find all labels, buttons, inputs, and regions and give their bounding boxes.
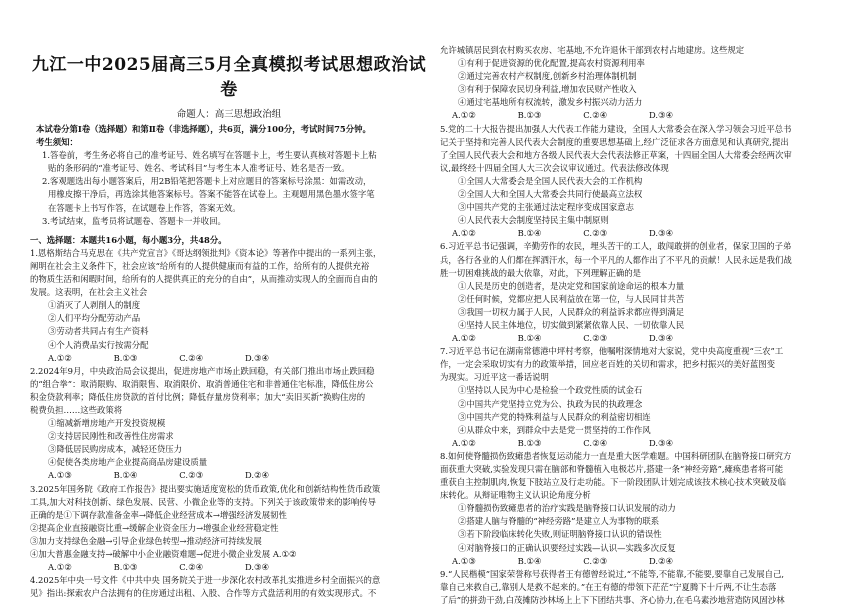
question-body-left <box>30 234 428 601</box>
question-line: ①人民是历史的创造者，是决定党和国家前途命运的根本力量 <box>458 280 685 291</box>
question-line: ④促使各类房地产企业提高商品房建设质量 <box>48 457 208 468</box>
question-line: ①有利于促进资源的优化配置,提高农村资源利用率 <box>458 58 645 69</box>
left-column <box>30 0 428 607</box>
question-line: 床转化。从辩证唯物主义认识论角度分析 <box>440 490 591 501</box>
question-line: ①缩减新增房地产开发投资规模 <box>48 418 166 429</box>
notice-line: 用橡皮擦干净后，再选涂其他答案标号。答案不能答在试卷上。主观题用黑色墨水签字笔 <box>48 189 375 200</box>
question-line: 允许城镇居民到农村购买农房、宅基地,不允许退休干部到农村占地建房。这些规定 <box>440 45 745 55</box>
question-line: A.①② B.①③ C.②④ D.③④ <box>452 437 674 448</box>
question-line: 见》指出:探索农户合法拥有的住房通过出租、入股、合作等方式盘活利用的有效实现形式。不 <box>30 588 377 599</box>
question-line: 3.2025年国务院《政府工作报告》提出要实施适度宽松的货币政策,优化和创新结构性货币政策 <box>30 483 381 494</box>
question-line: ②支持居民刚性和改善性住房需求 <box>48 431 174 442</box>
question-line: ①全国人大常委会是全国人民代表大会的工作机构 <box>458 175 643 186</box>
question-line: 1.恩格斯结合马克思在《共产党宣言》《哥达纲领批判》《资本论》等著作中提出的一系列主张， <box>30 247 382 258</box>
question-line: 了全国人民代表大会和地方各级人民代表大会代表法修正草案，十四届全国人大常委会经两次审 <box>440 149 792 160</box>
question-line: 重获自主控制肌肉,恢复下肢站立及行走功能。下一阶段团队计划完成该技术核心技术突破及临 <box>440 477 787 488</box>
question-line: ②通过完善农村产权制度,创新乡村治理体制机制 <box>458 71 637 82</box>
question-line: 的物质生活和闲暇时间，给所有的人提供真正的充分的自由”，从而推动实现人的全面而自由的 <box>30 274 378 285</box>
question-line: ③有利于保障农民切身利益,增加农民财产性收入 <box>458 84 637 95</box>
question-line: A.①② B.①④ C.②③ D.③④ <box>452 333 674 344</box>
question-line: ①脊髓损伤致瘫患者的治疗实践是脑脊接口认识发展的动力 <box>458 503 676 514</box>
question-line: ③中国共产党的特殊利益与人民群众的利益密切相连 <box>458 411 651 422</box>
question-line: 记关于坚持和完善人民代表大会制度的重要思想基础上,经广泛征求各方面意见和认真研究,提出 <box>440 136 789 147</box>
question-line: 2.2024年9月，中央政治局会议提出，促进房地产市场止跌回稳，有关部门推出市场止跌回稳 <box>30 365 375 376</box>
question-line: ③加力支持绿色金融→引导企业绿色转型→推动经济可持续发展 <box>30 535 262 546</box>
question-line: A.①② B.①③ C.②④ D.③④ <box>48 562 270 573</box>
question-line: ④对脑脊接口的正确认识要经过实践—认识—实践多次反复 <box>458 542 676 553</box>
question-line: 税费负担……这些政策将 <box>30 404 123 415</box>
question-line: 作，一定会采取切实有力的政策举措，回应老百姓的关切和需求，把乡村振兴的美好蓝图变 <box>440 359 775 370</box>
question-line: ④加大普惠金融支持→破解中小企业融资难题→促进小微企业发展 A.①② <box>30 549 297 559</box>
question-line: 8.如何使脊髓损伤致瘫患者恢复运动能力一直是重大医学难题。中国科研团队在脑脊接口研究方 <box>440 450 792 461</box>
question-line: ④从群众中来，到群众中去是党一贯坚持的工作作风 <box>458 424 651 435</box>
question-line: ③我国一切权力属于人民，人民群众的利益诉求都应得到满足 <box>458 306 685 317</box>
question-line: 工具,加大对科技创新、绿色发展、民营、小微企业等的支持。下列关于该政策带来的影响传导 <box>30 496 377 507</box>
question-line: ③若下阶段临床转化失败,则证明脑脊接口认识的错误性 <box>458 529 662 540</box>
notice-line: 2.客观题选出每小题答案后，用2B铅笔把答题卡上对应题目的答案标号涂黑：如需改动， <box>42 176 372 187</box>
question-line: A.①② B.①③ C.②④ D.③④ <box>48 352 270 363</box>
question-line: ①消灭了人剥削人的制度 <box>48 300 141 311</box>
question-line: ④坚持人民主体地位，切实做到紧紧依靠人民、一切依靠人民 <box>458 319 685 330</box>
notice-line: 贴的条形码的“准考证号、姓名、考试科目”与考生本人准考证号、姓名是否一致。 <box>48 163 350 174</box>
question-line: ②人们平均分配劳动产品 <box>48 313 141 324</box>
question-line: 一、选择题：本题共16小题，每小题3分，共48分。 <box>30 234 227 245</box>
question-line: 发展。这表明，在社会主义社会 <box>30 287 148 298</box>
question-line: ③中国共产党的主张通过法定程序变成国家意志 <box>458 202 634 213</box>
question-line: 面获重大突破,实验发现只需在脑部和脊髓植入电极芯片,搭建一条“神经旁路”,瘫痪患者将可能 <box>440 464 784 474</box>
question-line: ②搭建人脑与脊髓的“神经旁路”是建立人为事物的联系 <box>458 516 660 527</box>
author-line: 命题人：高三思想政治组 <box>176 109 282 120</box>
question-line: 为现实。习近平这一番话说明 <box>440 372 549 383</box>
notice-list <box>30 149 428 228</box>
question-line: 7.习近平总书记在湖南常德港中坪村考察，他嘱咐深情地对大家说，党中央高度重视“三农”工 <box>440 346 784 357</box>
right-column <box>440 0 840 607</box>
notice-line: 在答题卡上书写作答，在试题卷上作答，答案无效。 <box>48 202 241 213</box>
question-line: 胜一切困难挑战的最大依靠，对此，下列理解正确的是 <box>440 267 641 278</box>
notice-line: 3.考试结束，监考员将试题卷、答题卡一并收回。 <box>42 215 226 226</box>
exam-intro: 本试卷分第Ⅰ卷（选择题）和第Ⅱ卷（非选择题），共6页，满分100分，考试时间75分钟。 <box>36 124 371 134</box>
question-line: ②全国人大和全国人大常委会共同行使最高立法权 <box>458 189 643 200</box>
question-line: 靠自己来救自己,靠别人是救不起来的。”在王有德的带领下茫茫“宁夏腾下十斤两,不让生态落 <box>440 581 777 592</box>
question-line: 议,最终经十四届全国人大三次会议审议通过。代表法修改体现 <box>440 162 669 173</box>
question-line: ④通过宅基地所有权流转，激发乡村振兴动力活力 <box>458 97 643 108</box>
notice-line: 1.答卷前，考生务必将自己的准考证号、姓名填写在答题卡上，考生要认真核对答题卡上粘 <box>42 150 377 161</box>
question-line: ②提高企业直接融资比重→缓解企业资金压力→增强企业经营稳定性 <box>30 522 279 533</box>
question-line: 了后”的拼劲干劲,白茂摊防沙林场上上下下团结共事、齐心协力,在毛乌素沙地营造防风固沙林 <box>440 594 785 605</box>
question-line: ③劳动者共同占有生产资料 <box>48 326 149 337</box>
question-line: 兵，各行各业的人们都在挥洒汗水，每一个平凡的人都作出了不平凡的贡献！人民永远是我们战 <box>440 254 792 265</box>
question-line: 9.“人民楷模”国家荣誉称号获得者王有德曾经说过,“不能等,不能靠,不能要,要靠自己发展自己, <box>440 568 785 579</box>
question-line: ④人民代表大会制度坚持民主集中制原则 <box>458 215 609 226</box>
question-line: A.①③ B.①④ C.②③ D.②④ <box>452 555 674 566</box>
question-line: ②中国共产党坚持立党为公、执政为民的执政理念 <box>458 398 643 409</box>
question-body-right <box>440 44 840 607</box>
question-line: ②任何时候，党都应把人民利益放在第一位，与人民同甘共苦 <box>458 293 685 304</box>
question-line: ③降低居民购房成本，减轻还贷压力 <box>48 444 182 455</box>
question-line: ④个人消费品实行按需分配 <box>48 339 149 350</box>
exam-title: 九江一中2025届高三5月全真模拟考试思想政治试卷 <box>31 55 427 100</box>
question-line: 正确的是①下调存款准备金率→降低企业经营成本→增强经济发展韧性 <box>30 509 287 520</box>
question-line: 5.党的二十大报告提出加强人大代表工作能力建设，全国人大常委会在深入学习领会习近平总书 <box>440 123 792 134</box>
question-line: A.①③ B.①④ C.②③ D.②④ <box>48 470 270 481</box>
question-line: 阐明在社会主义条件下，社会应该“给所有的人提供健康而有益的工作，给所有的人提供充裕 <box>30 260 370 271</box>
question-line: 4.2025年中央一号文件《中共中央 国务院关于进一步深化农村改革扎实推进乡村全面振兴的意 <box>30 575 381 586</box>
question-line: A.①② B.①③ C.②④ D.③④ <box>452 110 674 121</box>
notice-title: 考生须知： <box>36 137 78 148</box>
question-line: ①坚持以人民为中心是检验一个政党性质的试金石 <box>458 385 643 396</box>
question-line: 的“组合拳”：取消限购、取消限售、取消限价、取消普通住宅和非普通住宅标准，降低住房公 <box>30 378 374 389</box>
question-line: 6.习近平总书记强调，辛勤劳作的农民，埋头苦干的工人，敢闯敢拼的创业者，保家卫国的子弟 <box>440 241 792 252</box>
question-line: 积金贷款利率；降低住房贷款的首付比例；降低存量房贷利率；加大“卖旧买新”换购住房的 <box>30 391 366 402</box>
question-line: A.①② B.①④ C.②③ D.③④ <box>452 228 674 239</box>
